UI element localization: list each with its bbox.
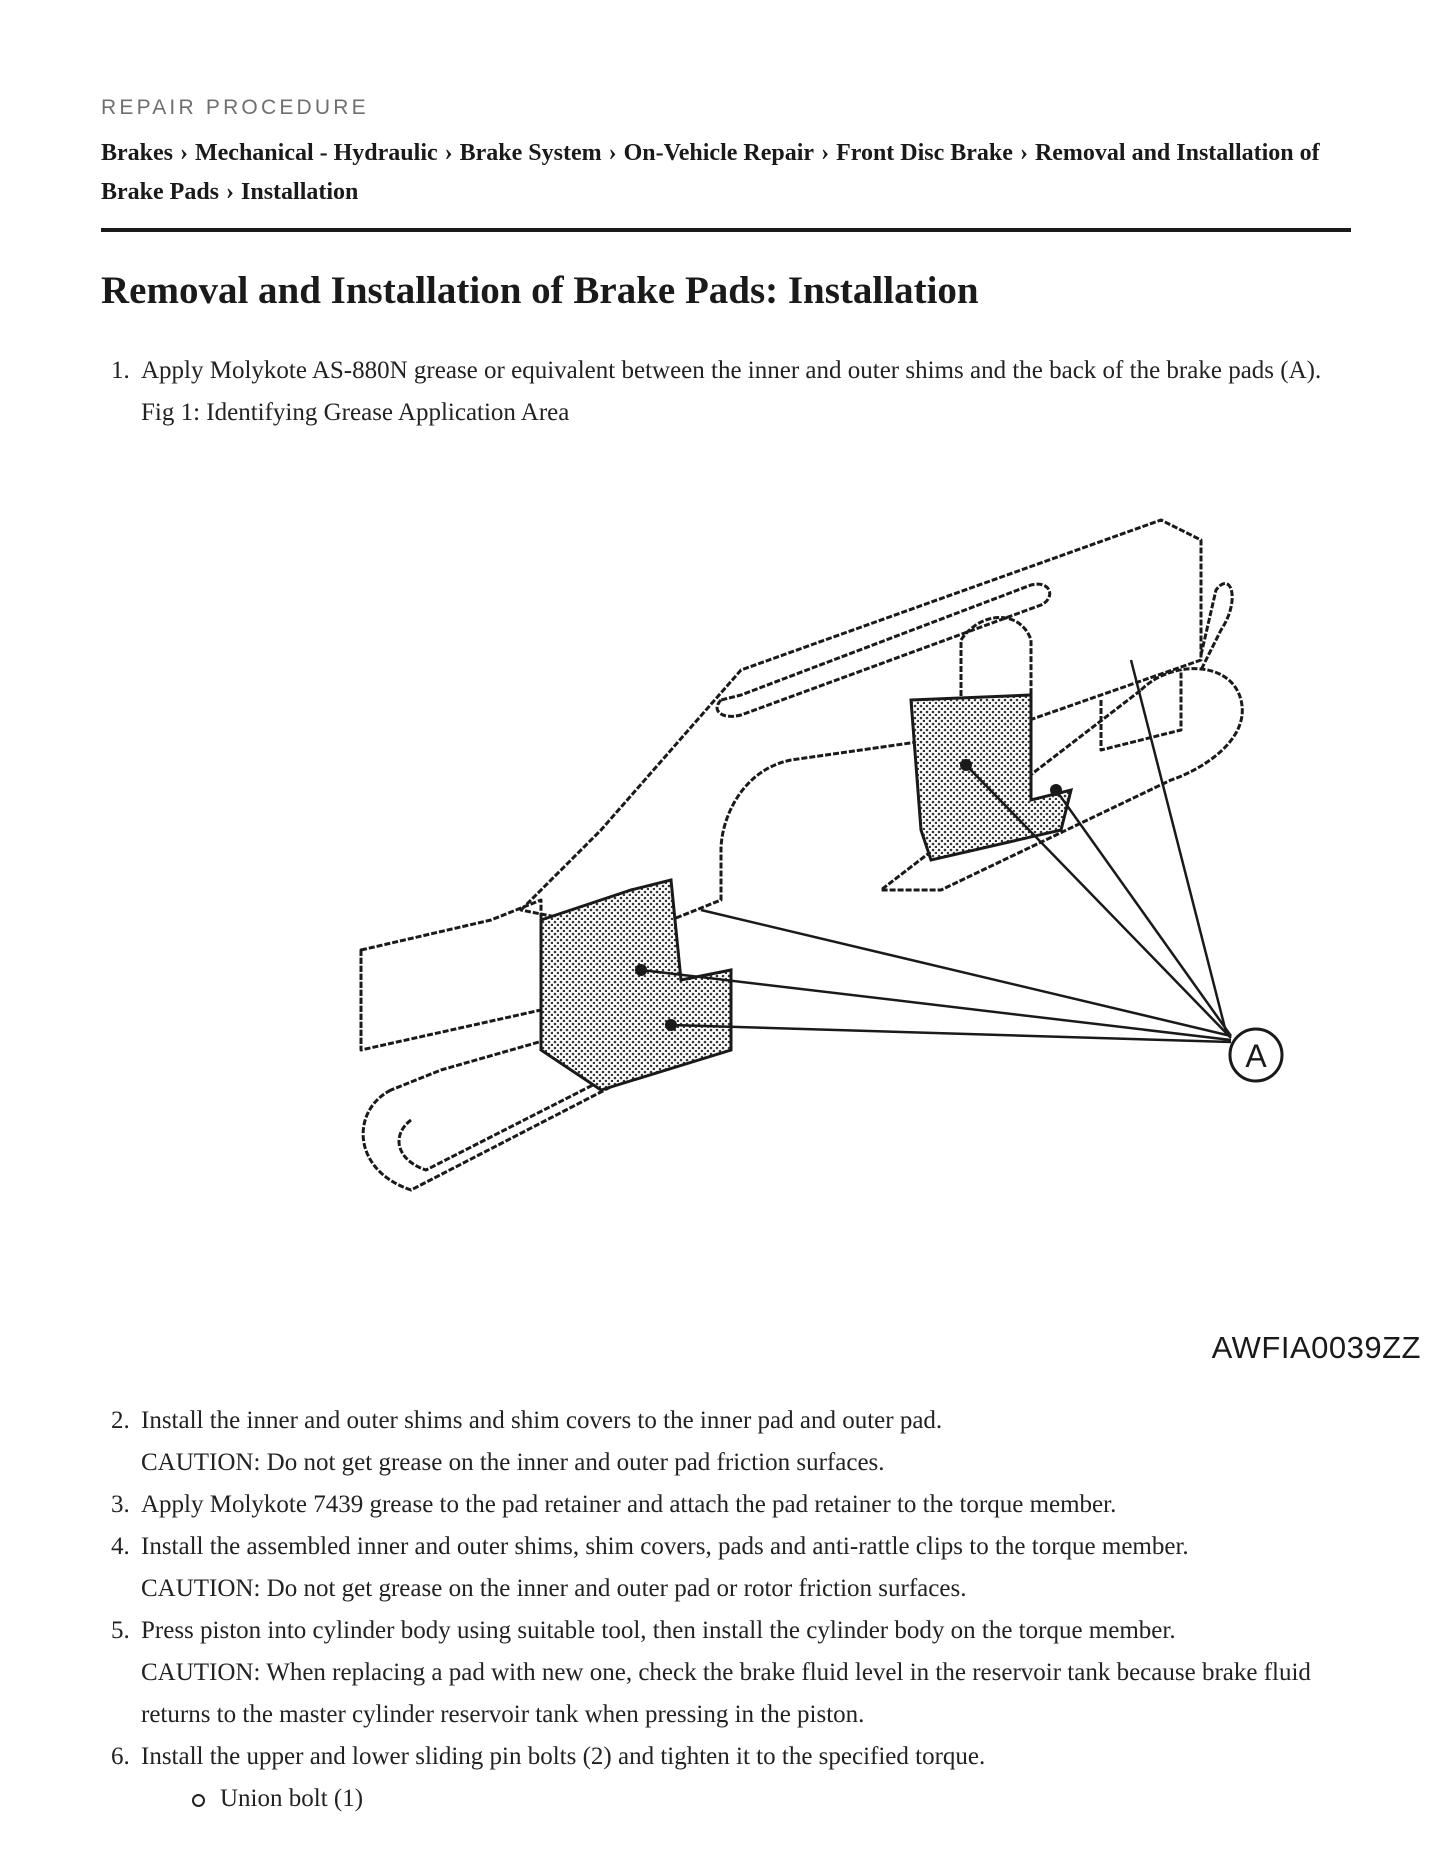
step-number: 5.: [111, 1617, 130, 1644]
grease-application-figure: [241, 470, 1421, 1370]
callout-label: A: [1245, 1038, 1267, 1074]
caliper-body: [521, 520, 1201, 940]
step-caution: CAUTION: When replacing a pad with new one, check the brake fluid level in the reservoir tank because brake fluid returns to the master cylinder reservoir tank when pressing in the piston.: [141, 1659, 1311, 1728]
step-sublist: [141, 1778, 1351, 1820]
page-title: Removal and Installation of Brake Pads: Installation: [101, 269, 979, 312]
step-item: [101, 1484, 1351, 1526]
breadcrumb-item-removal-installation[interactable]: Removal and Installation of Brake Pads: [101, 140, 1320, 205]
step-item: [101, 1610, 1351, 1736]
step-text: Press piston into cylinder body using suitable tool, then install the cylinder body on the torque member.: [141, 1617, 1176, 1644]
step-text: Install the upper and lower sliding pin bolts (2) and tighten it to the specified torque.: [141, 1743, 986, 1770]
steps-list-top: [101, 350, 1351, 434]
step-caution: CAUTION: Do not get grease on the inner and outer pad friction surfaces.: [141, 1449, 885, 1476]
breadcrumb-separator: ›: [1019, 140, 1028, 166]
sub-list-item: [141, 1778, 1351, 1820]
breadcrumb-item-front-disc-brake[interactable]: Front Disc Brake: [836, 140, 1013, 166]
left-housing-block: [361, 900, 541, 1050]
step-text: Apply Molykote 7439 grease to the pad retainer and attach the pad retainer to the torque member.: [141, 1491, 1117, 1518]
step-caution: CAUTION: Do not get grease on the inner and outer pad or rotor friction surfaces.: [141, 1575, 967, 1602]
right-shim-grease-area: [911, 695, 1071, 860]
figure-caption: Fig 1: Identifying Grease Application Area: [141, 399, 570, 426]
circle-bullet-icon: [192, 1794, 205, 1807]
step-item: [101, 1526, 1351, 1610]
breadcrumb-item-mechanical-hydraulic[interactable]: Mechanical - Hydraulic: [195, 140, 438, 166]
breadcrumb-item-brakes[interactable]: Brakes: [101, 140, 173, 166]
steps-list-bottom: [101, 1400, 1351, 1820]
step-text: Install the assembled inner and outer shims, shim covers, pads and anti-rattle clips to the torque member.: [141, 1533, 1189, 1560]
breadcrumb-item-on-vehicle-repair[interactable]: On-Vehicle Repair: [623, 140, 815, 166]
header-divider: [101, 228, 1351, 232]
breadcrumb-separator: ›: [180, 140, 188, 166]
breadcrumb-separator: ›: [226, 179, 235, 205]
sub-item-text: Union bolt (1): [220, 1785, 364, 1812]
figure-code: AWFIA0039ZZ: [1211, 1330, 1421, 1365]
step-number: 3.: [111, 1491, 130, 1518]
breadcrumb-item-installation: Installation: [241, 179, 359, 205]
step-text: Apply Molykote AS-880N grease or equivalent between the inner and outer shims and the back of the brake pads (A).: [141, 357, 1322, 384]
step-number: 1.: [111, 357, 130, 384]
step-item: [101, 1736, 1351, 1820]
step-number: 2.: [111, 1407, 130, 1434]
step-item: [101, 1400, 1351, 1484]
breadcrumb: [101, 134, 1351, 212]
brake-caliper-diagram: [241, 470, 1341, 1270]
step-item: [101, 350, 1351, 434]
step-text: Install the inner and outer shims and shim covers to the inner pad and outer pad.: [141, 1407, 943, 1434]
breadcrumb-separator: ›: [821, 140, 830, 166]
step-number: 4.: [111, 1533, 130, 1560]
breadcrumb-separator: ›: [444, 140, 453, 166]
section-eyebrow: REPAIR PROCEDURE: [101, 96, 369, 119]
breadcrumb-item-brake-system[interactable]: Brake System: [459, 140, 602, 166]
breadcrumb-separator: ›: [608, 140, 617, 166]
step-number: 6.: [111, 1743, 130, 1770]
